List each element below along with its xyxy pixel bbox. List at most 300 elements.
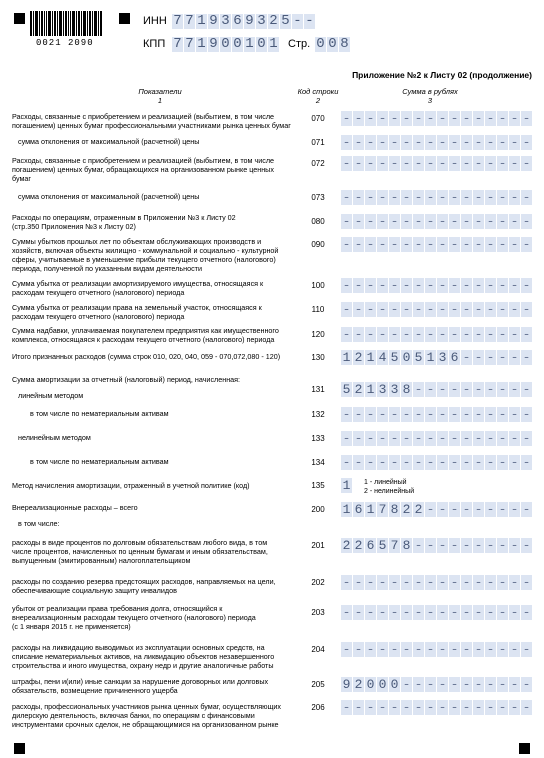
value-cell: -	[438, 278, 447, 293]
value-field[interactable]	[341, 278, 533, 293]
value-field[interactable]	[341, 111, 533, 126]
value-cell: -	[510, 502, 519, 517]
value-cell: -	[354, 135, 363, 150]
inn-cell[interactable]: 9	[245, 13, 254, 29]
value-cell: -	[522, 642, 531, 657]
corner-marker-bottom-left	[14, 743, 25, 754]
corner-marker-top-left	[14, 13, 25, 24]
value-cell: -	[438, 190, 447, 205]
value-cell: -	[486, 538, 495, 553]
value-cell: -	[474, 502, 483, 517]
value-cell: -	[462, 382, 471, 397]
row-label: Суммы убытков прошлых лет по объектам обслуживающих производств и хозяйств, включая объекты жилищно - коммунальной и социально - культурной сферы, учитываемые в уменьшение прибыли текущего отчетного (налогового) периода, полученной по указанным видам деятельности	[12, 237, 279, 273]
value-cell: -	[522, 455, 531, 470]
value-cell: -	[390, 455, 399, 470]
page-cell[interactable]: 0	[316, 36, 325, 52]
value-cell: -	[498, 214, 507, 229]
value-cell: -	[402, 431, 411, 446]
value-cell: -	[378, 700, 387, 715]
value-cell: -	[450, 538, 459, 553]
value-cell: -	[474, 327, 483, 342]
value-cell: -	[498, 455, 507, 470]
row-code: 133	[311, 434, 325, 443]
value-cell: -	[486, 135, 495, 150]
value-cell: -	[378, 135, 387, 150]
inn-cell[interactable]: 7	[173, 13, 182, 29]
value-cell: -	[486, 302, 495, 317]
value-cell: -	[474, 642, 483, 657]
column-header-indicators: Показатели 1	[138, 87, 182, 105]
inn-cell[interactable]: 2	[269, 13, 278, 29]
row-code: 203	[311, 608, 325, 617]
value-cell: -	[510, 237, 519, 252]
value-cell: -	[342, 327, 351, 342]
value-cell: -	[354, 190, 363, 205]
row-label: Сумма амортизации за отчетный (налоговый) период, начисленная:	[12, 375, 241, 384]
value-cell: -	[510, 135, 519, 150]
value-cell: -	[342, 278, 351, 293]
value-cell: -	[462, 407, 471, 422]
value-cell: -	[498, 407, 507, 422]
value-field[interactable]	[341, 302, 533, 317]
value-cell: -	[414, 327, 423, 342]
value-field[interactable]	[341, 478, 353, 493]
value-cell: -	[378, 327, 387, 342]
value-cell: -	[366, 575, 375, 590]
value-cell: 8	[402, 382, 411, 397]
value-cell: -	[414, 575, 423, 590]
corner-marker-top-right	[119, 13, 130, 24]
value-field[interactable]	[341, 455, 533, 470]
kpp-cell[interactable]: 9	[209, 36, 218, 52]
value-cell: -	[522, 431, 531, 446]
row-label: Сумма надбавки, уплачиваемая покупателем предприятия как имущественного комплекса, относящаяся к расходам текущего отчетного (налогового) периода	[12, 326, 279, 344]
barcode-number: 0021 2090	[36, 38, 94, 48]
value-cell: 9	[342, 677, 351, 692]
value-cell: 8	[402, 538, 411, 553]
value-cell: -	[378, 111, 387, 126]
corner-marker-bottom-right	[519, 743, 530, 754]
value-cell: -	[498, 302, 507, 317]
value-cell: -	[462, 677, 471, 692]
value-cell: -	[354, 407, 363, 422]
row-label: в том числе:	[18, 519, 60, 528]
inn-cell[interactable]: 3	[221, 13, 230, 29]
value-cell: -	[366, 237, 375, 252]
value-cell: -	[414, 190, 423, 205]
value-cell: -	[510, 302, 519, 317]
value-field[interactable]	[341, 382, 533, 397]
row-label: нелинейным методом	[18, 433, 91, 442]
value-cell: -	[390, 190, 399, 205]
value-cell: -	[426, 605, 435, 620]
value-cell: -	[450, 302, 459, 317]
value-cell: -	[498, 605, 507, 620]
row-label: Сумма убытка от реализации амортизируемого имущества, относящаяся к расходам текущего отчетного (налогового) периода	[12, 279, 264, 297]
value-cell: -	[366, 190, 375, 205]
value-cell: -	[378, 575, 387, 590]
value-cell: -	[486, 190, 495, 205]
method-legend-nonlinear: 2 - нелинейный	[364, 488, 415, 495]
column-header-code: Код строки 2	[297, 87, 339, 105]
value-cell: -	[366, 302, 375, 317]
row-label: расходы на ликвидацию выводимых из эксплуатации основных средств, на списание нематериальных активов, на ликвидацию объектов незавершенного строительства и иного имущества, охрану недр и другие аналогичные работы	[12, 643, 275, 670]
value-cell: -	[462, 135, 471, 150]
value-cell: -	[342, 407, 351, 422]
value-field[interactable]	[341, 156, 533, 171]
value-cell: -	[450, 190, 459, 205]
value-cell: 2	[414, 502, 423, 517]
value-cell: -	[414, 407, 423, 422]
inn-cell[interactable]: 7	[185, 13, 194, 29]
row-label: в том числе по нематериальным активам	[30, 457, 169, 466]
value-cell: -	[498, 135, 507, 150]
value-cell: -	[450, 327, 459, 342]
method-legend	[364, 478, 414, 496]
row-code: 110	[311, 305, 325, 314]
row-label: Сумма убытка от реализации права на земельный участок, относящаяся к расходам текущего отчетного (налогового) периода	[12, 303, 262, 321]
value-cell: -	[438, 677, 447, 692]
value-field[interactable]	[341, 407, 533, 422]
value-cell: -	[450, 502, 459, 517]
row-label: Расходы, связанные с приобретением и реализацией (выбытием, в том числе погашением) ценных бумаг, обращающихся на организованном рынке ценных бумаг	[12, 156, 275, 183]
value-cell: -	[450, 278, 459, 293]
value-field[interactable]	[341, 642, 533, 657]
value-field[interactable]	[341, 538, 533, 553]
value-field[interactable]	[341, 575, 533, 590]
value-field[interactable]	[341, 605, 533, 620]
value-cell: 4	[378, 350, 387, 365]
value-cell: -	[426, 382, 435, 397]
row-code: 130	[311, 353, 325, 362]
row-label: Внереализационные расходы – всего	[12, 503, 138, 512]
value-cell: -	[402, 214, 411, 229]
value-cell: -	[426, 407, 435, 422]
value-cell: -	[426, 237, 435, 252]
column-header-sum: Сумма в рублях 3	[402, 87, 458, 105]
value-cell: -	[414, 538, 423, 553]
value-cell: -	[378, 431, 387, 446]
value-cell: -	[510, 382, 519, 397]
row-label: в том числе по нематериальным активам	[30, 409, 169, 418]
value-cell: -	[342, 237, 351, 252]
value-cell: -	[342, 605, 351, 620]
value-field[interactable]	[341, 431, 533, 446]
kpp-cell[interactable]: 1	[269, 36, 278, 52]
row-code: 072	[311, 159, 325, 168]
value-cell: -	[510, 431, 519, 446]
value-cell: 1	[426, 350, 435, 365]
inn-cells	[172, 14, 316, 29]
value-cell: -	[414, 382, 423, 397]
value-cell: -	[438, 502, 447, 517]
value-cell: 1	[342, 478, 351, 493]
value-cell: -	[402, 407, 411, 422]
value-cell: -	[390, 302, 399, 317]
row-code: 135	[311, 481, 325, 490]
value-cell: -	[426, 278, 435, 293]
kpp-cell[interactable]: 7	[185, 36, 194, 52]
value-cell: -	[522, 677, 531, 692]
value-cell: -	[474, 407, 483, 422]
row-code: 071	[311, 138, 325, 147]
value-cell: -	[426, 700, 435, 715]
value-cell: -	[498, 237, 507, 252]
value-cell: -	[438, 135, 447, 150]
value-cell: 2	[354, 677, 363, 692]
value-cell: -	[486, 278, 495, 293]
row-code: 134	[311, 458, 325, 467]
value-cell: -	[486, 111, 495, 126]
kpp-cell[interactable]: 0	[257, 36, 266, 52]
value-cell: -	[486, 605, 495, 620]
value-cell: -	[378, 407, 387, 422]
value-cell: -	[390, 642, 399, 657]
value-cell: -	[426, 455, 435, 470]
value-cell: -	[474, 237, 483, 252]
value-cell: -	[498, 700, 507, 715]
row-code: 202	[311, 578, 325, 587]
kpp-cell[interactable]: 1	[197, 36, 206, 52]
value-cell: -	[498, 502, 507, 517]
value-cell: -	[354, 642, 363, 657]
page-label: Стр.	[288, 38, 311, 50]
value-cell: -	[414, 455, 423, 470]
value-cell: -	[498, 575, 507, 590]
value-field[interactable]	[341, 237, 533, 252]
value-cell: -	[522, 407, 531, 422]
value-cell: -	[450, 605, 459, 620]
value-cell: -	[402, 278, 411, 293]
value-cell: -	[510, 190, 519, 205]
value-field[interactable]	[341, 214, 533, 229]
value-cell: -	[426, 677, 435, 692]
value-cell: -	[438, 575, 447, 590]
inn-cell[interactable]: 5	[281, 13, 290, 29]
value-cell: -	[462, 156, 471, 171]
value-field[interactable]	[341, 677, 533, 692]
value-cell: -	[474, 135, 483, 150]
value-cell: -	[522, 575, 531, 590]
value-cell: -	[510, 214, 519, 229]
value-cell: -	[486, 327, 495, 342]
method-legend-linear: 1 - линейный	[364, 479, 407, 486]
inn-cell[interactable]: 6	[233, 13, 242, 29]
page-cell[interactable]: 0	[328, 36, 337, 52]
kpp-cells	[172, 37, 280, 52]
inn-cell[interactable]: -	[305, 13, 314, 29]
value-field[interactable]	[341, 327, 533, 342]
value-cell: -	[426, 502, 435, 517]
value-cell: -	[498, 677, 507, 692]
value-cell: -	[378, 278, 387, 293]
value-cell: -	[450, 575, 459, 590]
inn-cell[interactable]: 9	[209, 13, 218, 29]
value-cell: -	[474, 455, 483, 470]
value-cell: -	[462, 237, 471, 252]
row-label: штрафы, пени и(или) иные санкции за нарушение договорных или долговых обязательств, возмещение причиненного ущерба	[12, 677, 269, 695]
value-cell: -	[354, 605, 363, 620]
value-cell: -	[510, 327, 519, 342]
value-cell: -	[366, 700, 375, 715]
page-cell[interactable]: 8	[340, 36, 349, 52]
row-label: Метод начисления амортизации, отраженный в учетной политике (код)	[12, 481, 250, 490]
value-cell: -	[438, 605, 447, 620]
value-cell: -	[522, 700, 531, 715]
value-cell: -	[366, 135, 375, 150]
row-code: 205	[311, 680, 325, 689]
row-label: сумма отклонения от максимальной (расчетной) цены	[18, 192, 200, 201]
value-cell: -	[522, 278, 531, 293]
value-cell: -	[510, 407, 519, 422]
value-cell: -	[438, 431, 447, 446]
value-cell: -	[366, 156, 375, 171]
row-code: 206	[311, 703, 325, 712]
value-cell: -	[474, 302, 483, 317]
value-cell: -	[438, 538, 447, 553]
value-cell: -	[522, 237, 531, 252]
value-cell: 2	[354, 350, 363, 365]
value-cell: -	[498, 350, 507, 365]
value-cell: -	[450, 214, 459, 229]
value-cell: -	[450, 677, 459, 692]
value-cell: 0	[378, 677, 387, 692]
value-cell: -	[462, 700, 471, 715]
value-cell: -	[474, 278, 483, 293]
value-field[interactable]	[341, 350, 533, 365]
value-cell: -	[474, 350, 483, 365]
value-cell: -	[414, 677, 423, 692]
value-cell: -	[474, 431, 483, 446]
value-cell: -	[378, 302, 387, 317]
value-cell: -	[486, 407, 495, 422]
value-cell: -	[522, 605, 531, 620]
value-cell: -	[462, 327, 471, 342]
value-cell: -	[354, 156, 363, 171]
value-cell: -	[354, 302, 363, 317]
value-cell: -	[426, 111, 435, 126]
kpp-cell[interactable]: 7	[173, 36, 182, 52]
value-cell: -	[510, 278, 519, 293]
value-cell: -	[522, 190, 531, 205]
value-cell: -	[438, 700, 447, 715]
value-cell: -	[462, 605, 471, 620]
value-cell: -	[426, 214, 435, 229]
value-field[interactable]	[341, 190, 533, 205]
value-cell: -	[354, 700, 363, 715]
value-cell: -	[498, 327, 507, 342]
value-cell: -	[354, 575, 363, 590]
value-cell: -	[342, 642, 351, 657]
value-field[interactable]	[341, 700, 533, 715]
value-cell: 3	[390, 382, 399, 397]
value-cell: -	[426, 575, 435, 590]
value-cell: -	[522, 156, 531, 171]
value-cell: -	[366, 278, 375, 293]
value-cell: -	[462, 214, 471, 229]
value-cell: -	[522, 135, 531, 150]
value-cell: -	[510, 642, 519, 657]
value-cell: 8	[390, 502, 399, 517]
value-cell: -	[486, 700, 495, 715]
value-cell: -	[498, 156, 507, 171]
value-cell: -	[438, 237, 447, 252]
value-cell: -	[354, 278, 363, 293]
value-cell: -	[402, 575, 411, 590]
value-cell: 1	[366, 350, 375, 365]
inn-cell[interactable]: 1	[197, 13, 206, 29]
row-label: расходы в виде процентов по долговым обязательствам любого вида, в том числе процентов, начисленных по ценным бумагам и иным обязательствам, выпущенным (эмитированным) налогоплательщиком	[12, 538, 268, 565]
value-cell: 2	[342, 538, 351, 553]
value-cell: -	[510, 575, 519, 590]
value-field[interactable]	[341, 135, 533, 150]
value-cell: 5	[378, 538, 387, 553]
value-cell: -	[414, 237, 423, 252]
value-cell: -	[426, 190, 435, 205]
value-cell: -	[342, 455, 351, 470]
value-cell: -	[438, 327, 447, 342]
value-cell: -	[522, 111, 531, 126]
row-code: 200	[311, 505, 325, 514]
value-cell: -	[402, 237, 411, 252]
value-cell: -	[522, 502, 531, 517]
value-cell: -	[510, 677, 519, 692]
value-cell: -	[354, 431, 363, 446]
kpp-cell[interactable]: 0	[221, 36, 230, 52]
value-cell: -	[498, 431, 507, 446]
kpp-cell[interactable]: 1	[245, 36, 254, 52]
value-cell: -	[402, 327, 411, 342]
value-cell: -	[390, 407, 399, 422]
value-cell: 2	[354, 382, 363, 397]
value-cell: -	[522, 382, 531, 397]
inn-cell[interactable]: 3	[257, 13, 266, 29]
value-cell: -	[354, 237, 363, 252]
value-cell: 5	[342, 382, 351, 397]
value-cell: 2	[402, 502, 411, 517]
value-cell: -	[474, 156, 483, 171]
value-cell: 1	[366, 502, 375, 517]
value-cell: -	[438, 455, 447, 470]
value-cell: -	[390, 700, 399, 715]
row-code: 100	[311, 281, 325, 290]
value-cell: -	[486, 642, 495, 657]
value-cell: -	[390, 575, 399, 590]
value-cell: -	[486, 382, 495, 397]
value-cell: -	[414, 156, 423, 171]
value-cell: -	[498, 642, 507, 657]
value-field[interactable]	[341, 502, 533, 517]
value-cell: -	[426, 538, 435, 553]
row-label: убыток от реализации права требования долга, относящийся к внереализационным расходам текущего отчетного (налогового) периода (с 1 января 2015 г. не применяется)	[12, 604, 256, 631]
value-cell: -	[366, 431, 375, 446]
value-cell: -	[462, 455, 471, 470]
value-cell: -	[426, 431, 435, 446]
value-cell: -	[450, 237, 459, 252]
value-cell: -	[522, 350, 531, 365]
kpp-cell[interactable]: 0	[233, 36, 242, 52]
value-cell: -	[354, 111, 363, 126]
value-cell: -	[438, 382, 447, 397]
row-code: 120	[311, 330, 325, 339]
value-cell: 7	[378, 502, 387, 517]
value-cell: -	[438, 156, 447, 171]
value-cell: -	[402, 605, 411, 620]
inn-cell[interactable]: -	[293, 13, 302, 29]
value-cell: -	[438, 111, 447, 126]
value-cell: -	[342, 156, 351, 171]
value-cell: -	[450, 455, 459, 470]
